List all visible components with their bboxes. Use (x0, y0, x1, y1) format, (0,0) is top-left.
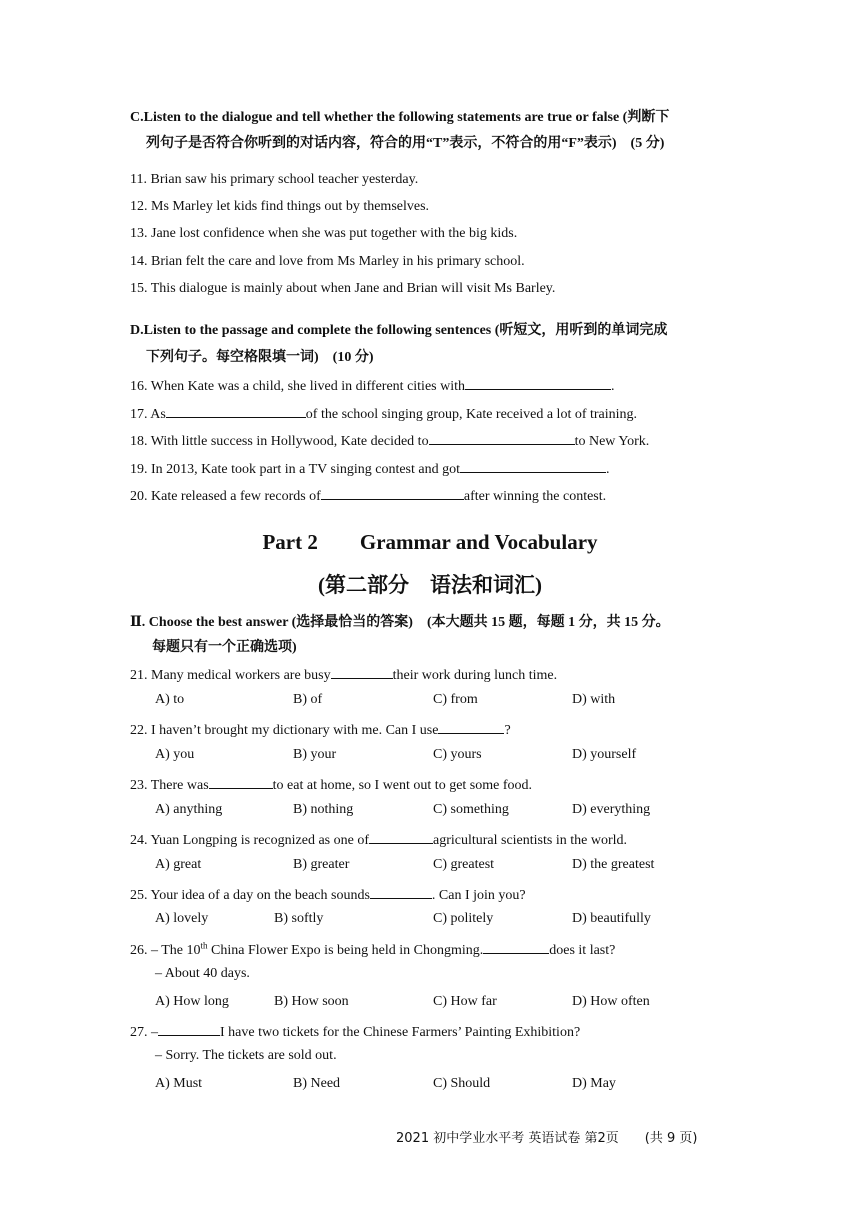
q24-option-d[interactable]: D) the greatest (572, 857, 655, 872)
question-24-blank (369, 829, 433, 844)
statement-14: 14. Brian felt the care and love from Ms Marley in his primary school. (130, 254, 525, 269)
answer-blank-18[interactable] (429, 430, 575, 445)
question-22 (130, 719, 511, 739)
section-d-heading-line1: D.Listen to the passage and complete the following sentences (听短文，用听到的单词完成 (130, 323, 668, 338)
question-22-stem-end: ? (504, 723, 511, 738)
q25-option-d[interactable]: D) beautifully (572, 911, 651, 926)
question-21-stem-end: their work during lunch time. (392, 668, 558, 683)
section-ii-heading-line1: Ⅱ. Choose the best answer (选择最恰当的答案) (本大题共 15 题，每题 1 分，共 15 分。 (130, 615, 670, 630)
question-25-stem: 25. Your idea of a day on the beach sounds (130, 888, 370, 903)
question-21-blank (331, 664, 393, 679)
q25-option-c[interactable]: C) politely (433, 911, 494, 926)
question-22-stem: 22. I haven’t brought my dictionary with me. Can I use (130, 723, 439, 738)
question-27-reply: – Sorry. The tickets are sold out. (155, 1048, 337, 1063)
statement-13: 13. Jane lost confidence when she was put together with the big kids. (130, 226, 518, 241)
sentence-20 (130, 485, 606, 505)
q25-option-a[interactable]: A) lovely (155, 911, 209, 926)
sentence-16-after: . (611, 379, 615, 394)
q25-option-b[interactable]: B) softly (274, 911, 324, 926)
q23-option-b[interactable]: B) nothing (293, 802, 354, 817)
part2-subtitle: (第二部分 语法和词汇) (318, 573, 542, 597)
question-27-stem-end: I have two tickets for the Chinese Farmers’ Painting Exhibition? (220, 1025, 581, 1040)
section-d-heading-line2: 下列句子。每空格限填一词) (10 分) (146, 350, 374, 365)
q22-option-c[interactable]: C) yours (433, 747, 482, 762)
sentence-18-after: to New York. (574, 434, 650, 449)
answer-blank-16[interactable] (465, 375, 611, 390)
question-26-reply: – About 40 days. (155, 966, 250, 981)
question-27-stem: 27. – (130, 1025, 158, 1040)
page-footer: 2021 初中学业水平考 英语试卷 第2页 (共 9 页) (396, 1131, 698, 1146)
sentence-20-after: after winning the contest. (463, 489, 607, 504)
q21-option-b[interactable]: B) of (293, 692, 323, 707)
answer-blank-20[interactable] (321, 485, 464, 500)
question-24 (130, 829, 627, 849)
q27-option-a[interactable]: A) Must (155, 1076, 203, 1091)
answer-blank-19[interactable] (460, 458, 606, 473)
sentence-17-after: of the school singing group, Kate received a lot of training. (305, 407, 638, 422)
statement-15: 15. This dialogue is mainly about when Jane and Brian will visit Ms Barley. (130, 281, 556, 296)
sentence-17 (130, 403, 637, 423)
section-c-heading-line1: C.Listen to the dialogue and tell whether the following statements are true or false (判断下 (130, 110, 670, 125)
question-23-blank (209, 774, 273, 789)
q26-option-b[interactable]: B) How soon (274, 994, 349, 1009)
question-23 (130, 774, 532, 794)
q26-option-c[interactable]: C) How far (433, 994, 497, 1009)
question-26 (130, 939, 615, 959)
q26-option-d[interactable]: D) How often (572, 994, 650, 1009)
question-26-superscript: th (200, 940, 208, 951)
sentence-16-before: 16. When Kate was a child, she lived in different cities with (130, 379, 466, 394)
question-21 (130, 664, 557, 684)
question-21-stem: 21. Many medical workers are busy (130, 668, 331, 683)
q21-option-c[interactable]: C) from (433, 692, 478, 707)
q26-option-a[interactable]: A) How long (155, 994, 229, 1009)
question-27-blank (158, 1021, 220, 1036)
q22-option-a[interactable]: A) you (155, 747, 195, 762)
q24-option-c[interactable]: C) greatest (433, 857, 495, 872)
part2-title: Part 2 Grammar and Vocabulary (262, 530, 598, 554)
section-c-heading-line2: 列句子是否符合你听到的对话内容，符合的用“T”表示，不符合的用“F”表示) (5 分) (146, 136, 665, 151)
question-26-blank (483, 939, 549, 954)
sentence-19-before: 19. In 2013, Kate took part in a TV singing contest and got (130, 462, 460, 477)
q23-option-d[interactable]: D) everything (572, 802, 651, 817)
question-25 (130, 884, 526, 904)
q24-option-a[interactable]: A) great (155, 857, 202, 872)
section-ii-heading-line2: 每题只有一个正确选项) (152, 640, 297, 655)
sentence-18-before: 18. With little success in Hollywood, Kate decided to (130, 434, 429, 449)
question-27 (130, 1021, 580, 1041)
question-22-blank (438, 719, 504, 734)
q21-option-d[interactable]: D) with (572, 692, 616, 707)
q23-option-c[interactable]: C) something (433, 802, 509, 817)
q27-option-d[interactable]: D) May (572, 1076, 616, 1091)
q22-option-b[interactable]: B) your (293, 747, 337, 762)
question-26-stem-end: does it last? (549, 943, 616, 958)
sentence-16 (130, 375, 615, 395)
q22-option-d[interactable]: D) yourself (572, 747, 637, 762)
sentence-20-before: 20. Kate released a few records of (130, 489, 321, 504)
q23-option-a[interactable]: A) anything (155, 802, 223, 817)
sentence-19-after: . (606, 462, 610, 477)
q27-option-c[interactable]: C) Should (433, 1076, 491, 1091)
question-26-stem: 26. – The 10 (130, 943, 201, 958)
answer-blank-17[interactable] (166, 403, 306, 418)
sentence-17-before: 17. As (130, 407, 166, 422)
q21-option-a[interactable]: A) to (155, 692, 185, 707)
question-23-stem-end: to eat at home, so I went out to get some food. (272, 778, 533, 793)
question-24-stem: 24. Yuan Longping is recognized as one of (130, 833, 369, 848)
q24-option-b[interactable]: B) greater (293, 857, 350, 872)
question-25-blank (370, 884, 432, 899)
question-25-stem-end: . Can I join you? (431, 888, 526, 903)
question-24-stem-end: agricultural scientists in the world. (432, 833, 627, 848)
statement-12: 12. Ms Marley let kids find things out by themselves. (130, 199, 430, 214)
question-26-stem-mid: China Flower Expo is being held in Chongming. (207, 943, 484, 958)
sentence-19 (130, 458, 610, 478)
sentence-18 (130, 430, 649, 450)
question-23-stem: 23. There was (130, 778, 209, 793)
statement-11: 11. Brian saw his primary school teacher yesterday. (130, 172, 419, 187)
q27-option-b[interactable]: B) Need (293, 1076, 341, 1091)
